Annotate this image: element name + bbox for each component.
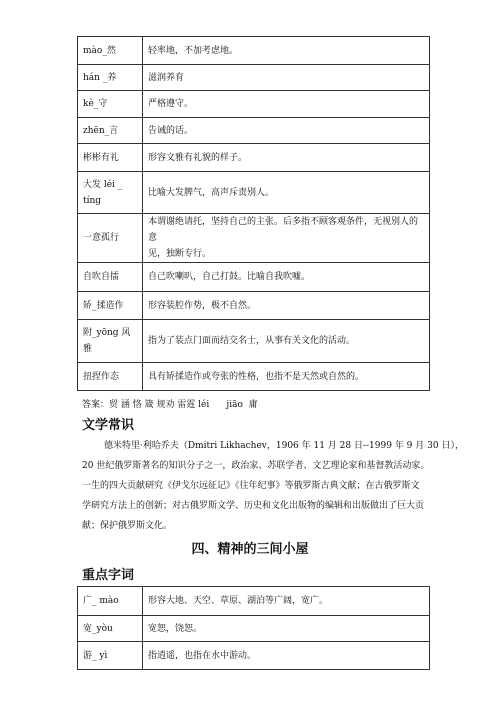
definition-text: 宽恕，饶恕。 [148,623,203,634]
definition-text: 形容文雅有礼貌的样子。 [148,152,248,163]
term-cell [78,263,143,292]
definition-cell [143,642,430,670]
table-row [78,172,430,214]
definition-text: 形容大地、天空、草原、湖泊等广阔，宽广。 [148,596,329,606]
definition-text: 轻率地，不加考虑地。 [148,45,239,56]
definition-text: 严格遵守。 [148,99,194,109]
definition-text: 自己吹喇叭，自己打鼓。比喻自我吹嘘。 [148,272,311,282]
paragraph-line: 一生的四大贡献研究《伊戈尔远征记》《往年纪事》等俄罗斯古典文献；在古俄罗斯文 [82,481,420,491]
definition-text: 见，独断专行。 [148,249,212,259]
paragraph-line: 学研究方法上的创新；对古俄罗斯文学、历史和文化出版物的编辑和出版做出了巨大贡 [82,501,425,511]
term-cell [78,320,143,363]
definition-text: 滋润养育 [148,72,185,83]
term-text: 游_ yì [83,650,108,661]
table-row [78,292,430,320]
term-text: mào_然 [83,45,116,56]
definition-cell [143,363,430,391]
term-cell [78,587,143,616]
definition-text: 指为了装点门面而结交名士，从事有关文化的活动。 [148,336,356,346]
paragraph-line: 20 世纪俄罗斯著名的知识分子之一，政治家、苏联学者、文艺理论家和基督教活动家。 [82,461,430,471]
definition-text: 本谓谢绝请托，坚持自己的主张。后多指不顾客观条件，无视别人的意 [148,217,419,243]
definition-cell [143,320,430,363]
definition-text: 比喻大发脾气，高声斥责别人。 [148,187,275,198]
table-row [78,616,430,642]
definition-cell [143,587,430,616]
paragraph-line: 德米特里·利哈乔夫（Dmitri Likhachev，1906 年 11 月 28 日--1999 年 9 月 30 日）， [104,441,464,451]
term-cell [78,172,143,214]
term-text: 自吹自擂 [83,272,120,282]
definition-text: 具有矫揉造作或夸张的性格，也指不是天然或自然的。 [148,371,365,382]
term-text: tíng [83,195,102,206]
term-text: 矫_揉造作 [83,300,124,311]
table-row [78,263,430,292]
term-text: 一意孤行 [83,233,120,243]
term-cell [78,144,143,172]
table-row [78,144,430,172]
section-heading-literature: 文学常识 [82,418,135,433]
definition-cell [143,37,430,65]
term-text: 扭捏作态 [83,371,120,382]
definition-cell [143,292,430,320]
table-row [78,65,430,91]
table-row [78,118,430,144]
term-text: 彬彬有礼 [83,152,120,163]
definition-text: 形容装腔作势，极不自然。 [148,300,257,311]
literature-paragraph [82,436,464,536]
definition-cell [143,172,430,214]
chapter-title: 四、精神的三间小屋 [191,542,309,557]
table-row [78,320,430,363]
definition-cell [143,91,430,118]
term-text: 附_yōng 风 [83,328,131,338]
term-cell [78,642,143,670]
term-text: 广_ mào [83,596,119,606]
definition-cell [143,65,430,91]
table-row [78,642,430,670]
definition-cell [143,616,430,642]
term-cell [78,616,143,642]
definition-cell [143,118,430,144]
term-text: zhēn_言 [83,125,119,136]
paragraph-line: 献；保护俄罗斯文化。 [82,521,173,531]
table-row [78,91,430,118]
term-text: kè_守 [83,99,108,109]
vocab-table-2 [77,586,430,670]
term-cell [78,65,143,91]
table-row [78,363,430,391]
definition-cell [143,144,430,172]
term-text: hán _养 [83,72,117,83]
section-heading-key-words: 重点字词 [82,568,135,583]
term-text: 雅 [83,344,93,354]
term-text: 大发 léi _ [83,179,123,190]
term-cell [78,292,143,320]
vocab-table-1 [77,36,430,391]
term-cell [78,118,143,144]
term-cell [78,91,143,118]
term-text: 宽_yòu [83,623,113,634]
definition-text: 指逍遥，也指在水中游动。 [148,650,257,661]
term-cell [78,214,143,263]
term-cell [78,363,143,391]
answer-line: 答案：贸 涵 恪 箴 规劝 雷霆 léi jiāo 庸 [82,400,258,410]
table-row [78,214,430,263]
definition-cell [143,263,430,292]
definition-text: 告诫的话。 [148,125,194,136]
term-cell [78,37,143,65]
table-row [78,37,430,65]
table-row [78,587,430,616]
definition-cell [143,214,430,263]
